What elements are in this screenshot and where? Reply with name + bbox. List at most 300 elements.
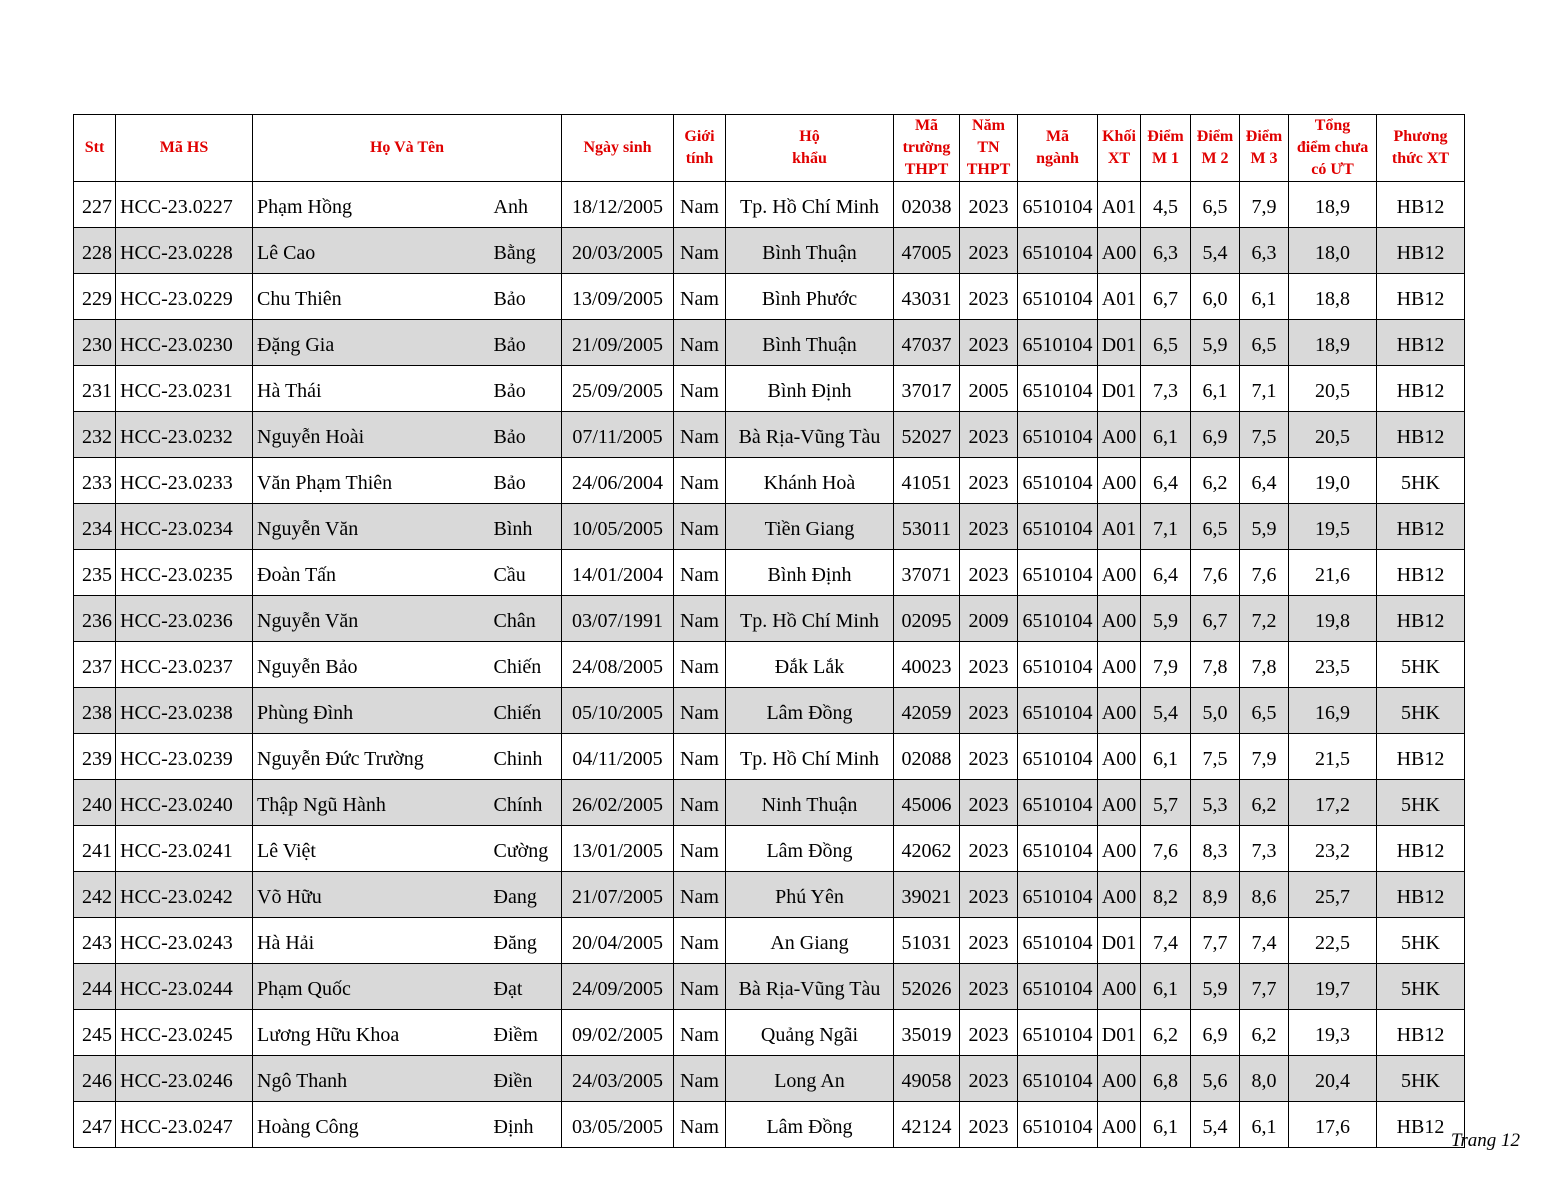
cell-tong-diem: 19,8 <box>1289 596 1377 642</box>
cell-gioi-tinh: Nam <box>674 964 726 1010</box>
cell-stt: 235 <box>74 550 116 596</box>
cell-phuong-thuc: HB12 <box>1377 274 1465 320</box>
cell-diem-m3: 6,1 <box>1240 1102 1289 1148</box>
cell-diem-m1: 4,5 <box>1141 182 1191 228</box>
cell-tong-diem: 19,7 <box>1289 964 1377 1010</box>
cell-diem-m1: 7,4 <box>1141 918 1191 964</box>
cell-ma-truong: 51031 <box>894 918 960 964</box>
cell-ma-nganh: 6510104 <box>1018 918 1098 964</box>
cell-phuong-thuc: HB12 <box>1377 366 1465 412</box>
cell-stt: 231 <box>74 366 116 412</box>
cell-nam-tn: 2023 <box>960 964 1018 1010</box>
cell-ngay-sinh: 03/07/1991 <box>562 596 674 642</box>
cell-stt: 234 <box>74 504 116 550</box>
cell-phuong-thuc: HB12 <box>1377 550 1465 596</box>
cell-ma-nganh: 6510104 <box>1018 1102 1098 1148</box>
cell-diem-m2: 5,9 <box>1191 964 1240 1010</box>
cell-khoi-xt: A00 <box>1098 228 1141 274</box>
cell-ho-khau: Bình Định <box>726 550 894 596</box>
table-row <box>74 918 1465 964</box>
cell-diem-m3: 7,2 <box>1240 596 1289 642</box>
cell-diem-m1: 7,3 <box>1141 366 1191 412</box>
cell-nam-tn: 2023 <box>960 182 1018 228</box>
cell-diem-m3: 7,7 <box>1240 964 1289 1010</box>
cell-ho: Nguyễn Hoài <box>253 412 490 458</box>
cell-diem-m3: 6,2 <box>1240 780 1289 826</box>
cell-diem-m2: 5,4 <box>1191 1102 1240 1148</box>
cell-ten: Bảo <box>490 366 562 412</box>
cell-ho-khau: Bình Thuận <box>726 228 894 274</box>
table-row <box>74 688 1465 734</box>
cell-tong-diem: 21,5 <box>1289 734 1377 780</box>
table-row <box>74 228 1465 274</box>
cell-nam-tn: 2023 <box>960 504 1018 550</box>
cell-ngay-sinh: 21/07/2005 <box>562 872 674 918</box>
cell-gioi-tinh: Nam <box>674 734 726 780</box>
cell-phuong-thuc: HB12 <box>1377 1010 1465 1056</box>
cell-nam-tn: 2005 <box>960 366 1018 412</box>
cell-diem-m3: 7,9 <box>1240 734 1289 780</box>
table-row <box>74 826 1465 872</box>
cell-ngay-sinh: 10/05/2005 <box>562 504 674 550</box>
table-row <box>74 274 1465 320</box>
cell-diem-m2: 8,3 <box>1191 826 1240 872</box>
table-row <box>74 504 1465 550</box>
cell-nam-tn: 2023 <box>960 780 1018 826</box>
cell-ngay-sinh: 18/12/2005 <box>562 182 674 228</box>
cell-tong-diem: 20,4 <box>1289 1056 1377 1102</box>
cell-diem-m1: 6,1 <box>1141 734 1191 780</box>
table-row <box>74 1056 1465 1102</box>
header-diem-m3: Điểm M 3 <box>1240 115 1289 182</box>
cell-ma-hs: HCC-23.0232 <box>116 412 253 458</box>
cell-ten: Chiến <box>490 642 562 688</box>
cell-ho-khau: Tp. Hồ Chí Minh <box>726 596 894 642</box>
cell-phuong-thuc: 5HK <box>1377 458 1465 504</box>
cell-ma-hs: HCC-23.0247 <box>116 1102 253 1148</box>
cell-nam-tn: 2023 <box>960 320 1018 366</box>
cell-ma-nganh: 6510104 <box>1018 780 1098 826</box>
cell-gioi-tinh: Nam <box>674 366 726 412</box>
cell-stt: 243 <box>74 918 116 964</box>
cell-phuong-thuc: HB12 <box>1377 872 1465 918</box>
cell-diem-m1: 6,1 <box>1141 412 1191 458</box>
cell-nam-tn: 2023 <box>960 412 1018 458</box>
cell-stt: 247 <box>74 1102 116 1148</box>
cell-ho: Thập Ngũ Hành <box>253 780 490 826</box>
cell-ma-truong: 39021 <box>894 872 960 918</box>
cell-ma-truong: 47005 <box>894 228 960 274</box>
cell-diem-m2: 6,2 <box>1191 458 1240 504</box>
cell-ten: Bảo <box>490 320 562 366</box>
cell-phuong-thuc: HB12 <box>1377 1102 1465 1148</box>
cell-diem-m3: 6,3 <box>1240 228 1289 274</box>
cell-diem-m3: 7,5 <box>1240 412 1289 458</box>
cell-ho-khau: Tp. Hồ Chí Minh <box>726 182 894 228</box>
cell-ten: Bảo <box>490 412 562 458</box>
cell-ten: Chính <box>490 780 562 826</box>
table-row <box>74 1010 1465 1056</box>
cell-nam-tn: 2023 <box>960 1056 1018 1102</box>
cell-phuong-thuc: HB12 <box>1377 596 1465 642</box>
header-ma-hs: Mã HS <box>116 115 253 182</box>
cell-ten: Bằng <box>490 228 562 274</box>
cell-ma-truong: 42059 <box>894 688 960 734</box>
cell-tong-diem: 25,7 <box>1289 872 1377 918</box>
cell-nam-tn: 2023 <box>960 918 1018 964</box>
cell-ma-truong: 42062 <box>894 826 960 872</box>
cell-khoi-xt: A01 <box>1098 504 1141 550</box>
cell-ho: Phạm Hồng <box>253 182 490 228</box>
cell-diem-m1: 6,7 <box>1141 274 1191 320</box>
cell-ma-hs: HCC-23.0236 <box>116 596 253 642</box>
cell-diem-m2: 6,5 <box>1191 504 1240 550</box>
cell-ma-hs: HCC-23.0244 <box>116 964 253 1010</box>
header-stt: Stt <box>74 115 116 182</box>
table-row <box>74 596 1465 642</box>
cell-gioi-tinh: Nam <box>674 550 726 596</box>
cell-gioi-tinh: Nam <box>674 1010 726 1056</box>
cell-ho: Phạm Quốc <box>253 964 490 1010</box>
table-row <box>74 550 1465 596</box>
cell-nam-tn: 2023 <box>960 688 1018 734</box>
cell-ma-hs: HCC-23.0239 <box>116 734 253 780</box>
cell-tong-diem: 23,2 <box>1289 826 1377 872</box>
cell-ho-khau: Lâm Đồng <box>726 688 894 734</box>
cell-ho: Hà Hải <box>253 918 490 964</box>
cell-ma-truong: 45006 <box>894 780 960 826</box>
cell-ho-khau: Long An <box>726 1056 894 1102</box>
cell-ma-hs: HCC-23.0231 <box>116 366 253 412</box>
cell-diem-m2: 5,3 <box>1191 780 1240 826</box>
cell-ho-khau: Bà Rịa-Vũng Tàu <box>726 412 894 458</box>
cell-ngay-sinh: 04/11/2005 <box>562 734 674 780</box>
cell-khoi-xt: A01 <box>1098 182 1141 228</box>
cell-ngay-sinh: 07/11/2005 <box>562 412 674 458</box>
header-ma-nganh: Mã ngành <box>1018 115 1098 182</box>
cell-ho-khau: Khánh Hoà <box>726 458 894 504</box>
cell-ma-truong: 37071 <box>894 550 960 596</box>
table-row <box>74 1102 1465 1148</box>
cell-ho: Nguyễn Văn <box>253 504 490 550</box>
cell-tong-diem: 23,5 <box>1289 642 1377 688</box>
cell-phuong-thuc: HB12 <box>1377 826 1465 872</box>
cell-diem-m2: 6,7 <box>1191 596 1240 642</box>
cell-khoi-xt: A00 <box>1098 734 1141 780</box>
cell-diem-m3: 7,4 <box>1240 918 1289 964</box>
table-row <box>74 366 1465 412</box>
cell-ma-hs: HCC-23.0235 <box>116 550 253 596</box>
cell-diem-m1: 6,3 <box>1141 228 1191 274</box>
cell-ma-truong: 52027 <box>894 412 960 458</box>
cell-diem-m3: 7,6 <box>1240 550 1289 596</box>
cell-ngay-sinh: 24/06/2004 <box>562 458 674 504</box>
cell-gioi-tinh: Nam <box>674 596 726 642</box>
cell-ma-hs: HCC-23.0237 <box>116 642 253 688</box>
cell-stt: 239 <box>74 734 116 780</box>
cell-ma-nganh: 6510104 <box>1018 458 1098 504</box>
cell-ho: Võ Hữu <box>253 872 490 918</box>
cell-gioi-tinh: Nam <box>674 642 726 688</box>
cell-nam-tn: 2023 <box>960 550 1018 596</box>
cell-ma-nganh: 6510104 <box>1018 320 1098 366</box>
table-row <box>74 872 1465 918</box>
cell-stt: 246 <box>74 1056 116 1102</box>
cell-khoi-xt: A00 <box>1098 596 1141 642</box>
cell-stt: 233 <box>74 458 116 504</box>
cell-ngay-sinh: 24/08/2005 <box>562 642 674 688</box>
page-number: Trang 12 <box>1450 1130 1520 1151</box>
cell-nam-tn: 2023 <box>960 1010 1018 1056</box>
cell-ma-hs: HCC-23.0243 <box>116 918 253 964</box>
cell-diem-m2: 6,9 <box>1191 412 1240 458</box>
cell-ho-khau: Bà Rịa-Vũng Tàu <box>726 964 894 1010</box>
cell-ma-nganh: 6510104 <box>1018 734 1098 780</box>
cell-khoi-xt: A00 <box>1098 412 1141 458</box>
header-nam-tn: Năm TN THPT <box>960 115 1018 182</box>
cell-diem-m3: 5,9 <box>1240 504 1289 550</box>
cell-ho-khau: Bình Định <box>726 366 894 412</box>
cell-ten: Chiến <box>490 688 562 734</box>
cell-ho: Văn Phạm Thiên <box>253 458 490 504</box>
cell-tong-diem: 22,5 <box>1289 918 1377 964</box>
cell-gioi-tinh: Nam <box>674 504 726 550</box>
cell-diem-m1: 7,9 <box>1141 642 1191 688</box>
cell-ho: Lương Hữu Khoa <box>253 1010 490 1056</box>
cell-nam-tn: 2023 <box>960 826 1018 872</box>
cell-gioi-tinh: Nam <box>674 320 726 366</box>
cell-ma-nganh: 6510104 <box>1018 688 1098 734</box>
cell-ten: Điền <box>490 1056 562 1102</box>
cell-gioi-tinh: Nam <box>674 688 726 734</box>
cell-ma-truong: 02088 <box>894 734 960 780</box>
cell-khoi-xt: A00 <box>1098 688 1141 734</box>
header-khoi-xt: Khối XT <box>1098 115 1141 182</box>
cell-gioi-tinh: Nam <box>674 872 726 918</box>
cell-phuong-thuc: 5HK <box>1377 918 1465 964</box>
cell-ngay-sinh: 09/02/2005 <box>562 1010 674 1056</box>
cell-ma-nganh: 6510104 <box>1018 274 1098 320</box>
cell-ho: Nguyễn Bảo <box>253 642 490 688</box>
cell-ho-khau: Quảng Ngãi <box>726 1010 894 1056</box>
cell-ma-hs: HCC-23.0228 <box>116 228 253 274</box>
cell-ngay-sinh: 24/09/2005 <box>562 964 674 1010</box>
cell-diem-m1: 6,4 <box>1141 550 1191 596</box>
cell-phuong-thuc: HB12 <box>1377 734 1465 780</box>
cell-gioi-tinh: Nam <box>674 228 726 274</box>
cell-tong-diem: 17,6 <box>1289 1102 1377 1148</box>
cell-stt: 227 <box>74 182 116 228</box>
cell-diem-m1: 7,1 <box>1141 504 1191 550</box>
cell-ma-nganh: 6510104 <box>1018 826 1098 872</box>
cell-ma-truong: 52026 <box>894 964 960 1010</box>
cell-ten: Cầu <box>490 550 562 596</box>
cell-ma-truong: 40023 <box>894 642 960 688</box>
cell-diem-m3: 7,1 <box>1240 366 1289 412</box>
cell-ho-khau: Bình Phước <box>726 274 894 320</box>
cell-ten: Bình <box>490 504 562 550</box>
cell-tong-diem: 20,5 <box>1289 412 1377 458</box>
header-diem-m2: Điểm M 2 <box>1191 115 1240 182</box>
cell-ho-khau: Lâm Đồng <box>726 1102 894 1148</box>
cell-ma-truong: 02095 <box>894 596 960 642</box>
cell-stt: 241 <box>74 826 116 872</box>
cell-ma-truong: 43031 <box>894 274 960 320</box>
cell-phuong-thuc: HB12 <box>1377 504 1465 550</box>
cell-khoi-xt: D01 <box>1098 366 1141 412</box>
cell-phuong-thuc: HB12 <box>1377 320 1465 366</box>
cell-ma-nganh: 6510104 <box>1018 182 1098 228</box>
cell-tong-diem: 20,5 <box>1289 366 1377 412</box>
header-ho-khau: Hộ khẩu <box>726 115 894 182</box>
table-row <box>74 320 1465 366</box>
cell-phuong-thuc: 5HK <box>1377 1056 1465 1102</box>
cell-ho: Lê Cao <box>253 228 490 274</box>
cell-ma-hs: HCC-23.0238 <box>116 688 253 734</box>
cell-diem-m1: 8,2 <box>1141 872 1191 918</box>
cell-diem-m2: 8,9 <box>1191 872 1240 918</box>
cell-ma-nganh: 6510104 <box>1018 366 1098 412</box>
cell-ngay-sinh: 21/09/2005 <box>562 320 674 366</box>
cell-gioi-tinh: Nam <box>674 826 726 872</box>
cell-khoi-xt: D01 <box>1098 918 1141 964</box>
cell-diem-m2: 7,5 <box>1191 734 1240 780</box>
cell-khoi-xt: A00 <box>1098 780 1141 826</box>
cell-gioi-tinh: Nam <box>674 918 726 964</box>
cell-khoi-xt: D01 <box>1098 1010 1141 1056</box>
header-phuong-thuc: Phương thức XT <box>1377 115 1465 182</box>
cell-gioi-tinh: Nam <box>674 458 726 504</box>
cell-ma-truong: 02038 <box>894 182 960 228</box>
cell-ma-hs: HCC-23.0246 <box>116 1056 253 1102</box>
cell-ma-hs: HCC-23.0227 <box>116 182 253 228</box>
cell-ngay-sinh: 05/10/2005 <box>562 688 674 734</box>
cell-diem-m2: 7,7 <box>1191 918 1240 964</box>
cell-diem-m2: 6,1 <box>1191 366 1240 412</box>
cell-diem-m1: 6,2 <box>1141 1010 1191 1056</box>
cell-khoi-xt: A00 <box>1098 642 1141 688</box>
cell-stt: 242 <box>74 872 116 918</box>
cell-diem-m3: 7,9 <box>1240 182 1289 228</box>
cell-ma-nganh: 6510104 <box>1018 1056 1098 1102</box>
cell-ma-nganh: 6510104 <box>1018 642 1098 688</box>
cell-phuong-thuc: HB12 <box>1377 182 1465 228</box>
cell-ten: Bảo <box>490 274 562 320</box>
cell-diem-m3: 8,0 <box>1240 1056 1289 1102</box>
header-ma-truong: Mã trường THPT <box>894 115 960 182</box>
cell-tong-diem: 21,6 <box>1289 550 1377 596</box>
admission-table <box>73 114 1465 1148</box>
cell-diem-m3: 7,8 <box>1240 642 1289 688</box>
cell-tong-diem: 16,9 <box>1289 688 1377 734</box>
cell-ten: Bảo <box>490 458 562 504</box>
cell-ngay-sinh: 13/09/2005 <box>562 274 674 320</box>
cell-diem-m1: 5,7 <box>1141 780 1191 826</box>
cell-ma-nganh: 6510104 <box>1018 596 1098 642</box>
cell-ho: Chu Thiên <box>253 274 490 320</box>
cell-tong-diem: 18,0 <box>1289 228 1377 274</box>
cell-ngay-sinh: 13/01/2005 <box>562 826 674 872</box>
cell-ma-nganh: 6510104 <box>1018 872 1098 918</box>
cell-phuong-thuc: HB12 <box>1377 228 1465 274</box>
cell-diem-m1: 5,9 <box>1141 596 1191 642</box>
cell-tong-diem: 19,3 <box>1289 1010 1377 1056</box>
cell-tong-diem: 17,2 <box>1289 780 1377 826</box>
cell-ma-nganh: 6510104 <box>1018 1010 1098 1056</box>
cell-phuong-thuc: 5HK <box>1377 642 1465 688</box>
cell-ten: Đạt <box>490 964 562 1010</box>
cell-ma-truong: 42124 <box>894 1102 960 1148</box>
cell-ho: Ngô Thanh <box>253 1056 490 1102</box>
cell-tong-diem: 19,0 <box>1289 458 1377 504</box>
cell-tong-diem: 18,9 <box>1289 320 1377 366</box>
cell-ngay-sinh: 24/03/2005 <box>562 1056 674 1102</box>
cell-diem-m3: 6,4 <box>1240 458 1289 504</box>
cell-nam-tn: 2023 <box>960 274 1018 320</box>
cell-diem-m1: 6,5 <box>1141 320 1191 366</box>
cell-ho: Đặng Gia <box>253 320 490 366</box>
cell-diem-m1: 6,1 <box>1141 1102 1191 1148</box>
cell-stt: 238 <box>74 688 116 734</box>
cell-khoi-xt: A00 <box>1098 872 1141 918</box>
cell-ma-hs: HCC-23.0230 <box>116 320 253 366</box>
cell-diem-m2: 7,8 <box>1191 642 1240 688</box>
cell-ho-khau: Lâm Đồng <box>726 826 894 872</box>
cell-ho: Lê Việt <box>253 826 490 872</box>
cell-khoi-xt: A00 <box>1098 1056 1141 1102</box>
cell-stt: 232 <box>74 412 116 458</box>
cell-nam-tn: 2023 <box>960 1102 1018 1148</box>
cell-ho-khau: Đắk Lắk <box>726 642 894 688</box>
cell-nam-tn: 2023 <box>960 872 1018 918</box>
cell-diem-m3: 6,5 <box>1240 688 1289 734</box>
cell-ngay-sinh: 25/09/2005 <box>562 366 674 412</box>
cell-gioi-tinh: Nam <box>674 1102 726 1148</box>
cell-tong-diem: 18,9 <box>1289 182 1377 228</box>
cell-ho: Hoàng Công <box>253 1102 490 1148</box>
header-row <box>74 115 1465 182</box>
cell-diem-m1: 6,1 <box>1141 964 1191 1010</box>
cell-ma-hs: HCC-23.0242 <box>116 872 253 918</box>
header-tong-diem: Tổng điểm chưa có ƯT <box>1289 115 1377 182</box>
cell-khoi-xt: A00 <box>1098 550 1141 596</box>
cell-gioi-tinh: Nam <box>674 1056 726 1102</box>
cell-ho: Nguyễn Đức Trường <box>253 734 490 780</box>
cell-diem-m2: 5,6 <box>1191 1056 1240 1102</box>
cell-diem-m2: 5,0 <box>1191 688 1240 734</box>
cell-ma-hs: HCC-23.0245 <box>116 1010 253 1056</box>
cell-nam-tn: 2023 <box>960 458 1018 504</box>
cell-ma-nganh: 6510104 <box>1018 504 1098 550</box>
cell-diem-m1: 7,6 <box>1141 826 1191 872</box>
cell-ma-nganh: 6510104 <box>1018 228 1098 274</box>
cell-ho-khau: Bình Thuận <box>726 320 894 366</box>
cell-diem-m2: 6,0 <box>1191 274 1240 320</box>
cell-ho: Đoàn Tấn <box>253 550 490 596</box>
table-row <box>74 458 1465 504</box>
table-row <box>74 734 1465 780</box>
cell-ma-hs: HCC-23.0234 <box>116 504 253 550</box>
cell-ngay-sinh: 26/02/2005 <box>562 780 674 826</box>
cell-ho-khau: An Giang <box>726 918 894 964</box>
cell-gioi-tinh: Nam <box>674 780 726 826</box>
cell-diem-m1: 5,4 <box>1141 688 1191 734</box>
cell-nam-tn: 2023 <box>960 734 1018 780</box>
cell-phuong-thuc: 5HK <box>1377 780 1465 826</box>
cell-khoi-xt: A00 <box>1098 964 1141 1010</box>
table-row <box>74 780 1465 826</box>
cell-gioi-tinh: Nam <box>674 412 726 458</box>
